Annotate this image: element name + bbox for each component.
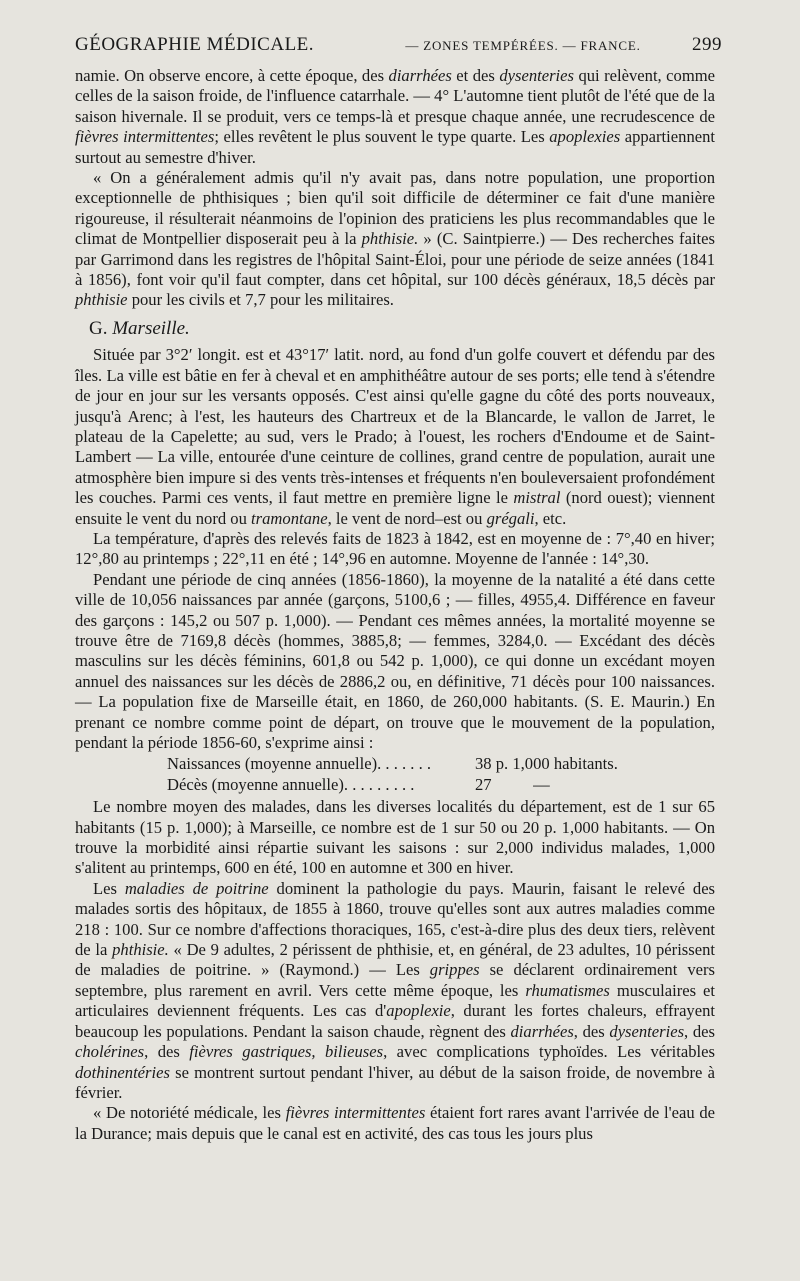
paragraph-seasons: namie. On observe encore, à cette époque, des diarrhées et des dysenteries qui relèvent, comme celles de la saison froide, de l'influence catarrhale. — 4° L'automne tient plutôt de l'été que de la saison hivernale. Il se produit, vers ce temps-là et presque chaque année, une recrudescence de fièvres intermittentes; elles revêtent le plus souvent le type quarte. Les apoplexies appartiennent surtout au semestre d'hiver. [75,66,716,167]
page-number: 299 [692,34,722,55]
page-body [75,66,715,1144]
paragraph-phthisis-montpellier: « On a généralement admis qu'il n'y avait pas, dans notre population, une proportion exceptionnelle de phthisiques ; bien qu'il soit difficile de déterminer ce fait d'une manière rigoureuse, il résulterait néanmoins de l'opinion des praticiens les plus recommandables que le climat de Montpellier disposerait peu à la phthisie. » (C. Saintpierre.) — Des recherches faites par Garrimond dans les registres de l'hôpital Saint-Éloi, pour une période de seize années (1841 à 1856), font voir qu'il faut compter, dans cet hôpital, sur 100 décès généraux, 18,5 décès par phthisie pour les civils et 7,7 pour les militaires. [75,168,715,310]
paragraph-morbidity: Le nombre moyen des malades, dans les diverses localités du département, est de 1 sur 65 habitants (15 p. 1,000); à Marseille, ce nombre est de 1 sur 50 ou 20 p. 1,000 habitants. — On trouve la morbidité ainsi répartie suivant les saisons : sur 2,000 individus malades, 1,000 s'alitent au printemps, 600 en été, 100 en automne et 300 en hiver. [75,797,715,878]
stats-row-births: Naissances (moyenne annuelle). . . . . . . 38 p. 1,000 habitants. [167,754,618,774]
paragraph-natality: Pendant une période de cinq années (1856-1860), la moyenne de la natalité a été dans cette ville de 10,056 naissances par année (garçons, 5100,6 ; — filles, 4955,4. Différence en faveur des garçons : 145,2 ou 507 p. 1,000). — Pendant ces mêmes années, la mortalité moyenne se trouve être de 7169,8 décès (hommes, 3885,8; — femmes, 3284,0. — Excédant des décès masculins sur les décès féminins, 601,8 ou 542 p. 1,000), ce qui donne un excédant moyen annuel des naissances sur les décès de 2886,2 ou, en définitive, 71 décès pour 100 naissances. — La population fixe de Marseille était, en 1860, de 260,000 habitants. (S. E. Maurin.) En prenant ce nombre comme point de départ, on trouve que le mouvement de la population, pendant la période 1856-60, s'exprime ainsi : [75,569,715,752]
stats-row-deaths: Décès (moyenne annuelle). . . . . . . . . 27 — [167,774,550,794]
running-header [75,34,722,58]
running-title: GÉOGRAPHIE MÉDICALE. [75,34,315,55]
paragraph-pathology: Les maladies de poitrine dominent la pathologie du pays. Maurin, faisant le relevé des malades sortis des hôpitaux, de 1855 à 1860, trouve qu'elles sont aux autres maladies comme 218 : 100. Sur ce nombre d'affections thoraciques, 165, c'est-à-dire plus des deux tiers, relèvent de la phthisie. « De 9 adultes, 2 périssent de phthisie, et, en général, de 23 adultes, 10 périssent de maladies de poitrine. » (Raymond.) — Les grippes se déclarent ordinairement vers septembre, plus rarement en avril. Vers cette même époque, les rhumatismes musculaires et articulaires deviennent fréquents. Les cas d'apoplexie, durant les fortes chaleurs, effrayent beaucoup les populations. Pendant la saison chaude, règnent des diarrhées, des dysenteries, des cholérines, des fièvres gastriques, bilieuses, avec complications typhoïdes. Les véritables dothinentéries se montrent surtout pendant l'hiver, au début de la saison froide, de novembre à février. [75,878,716,1102]
running-section: — ZONES TEMPÉRÉES. — FRANCE. [405,38,641,53]
section-heading: G. Marseille. [89,317,190,339]
paragraph-temperature: La température, d'après des relevés faits de 1823 à 1842, est en moyenne de : 7°,40 en hiver; 12°,80 au printemps ; 22°,11 en été ; 14°,96 en automne. Moyenne de l'année : 14°,30. [75,528,715,569]
population-stats [167,754,715,795]
paragraph-intermittent-fevers: « De notoriété médicale, les fièvres intermittentes étaient fort rares avant l'arrivée de l'eau de la Durance; mais depuis que le canal est en activité, des cas tous les jours plus [75,1103,715,1143]
paragraph-geography: Située par 3°2′ longit. est et 43°17′ latit. nord, au fond d'un golfe couvert et défendu par des îles. La ville est bâtie en fer à cheval et en amphithéâtre autour de ses ports; elle tend à s'étendre de jour en jour sur les versants opposés. C'est ainsi qu'elle gagne du côté des ports nouveaux, jusqu'à Arenc; à l'est, les hauteurs des Chartreux et de la Blancarde, le vallon de Jarret, le plateau de la Capelette; au sud, vers le Prado; à l'ouest, les rochers d'Endoume et de Saint-Lambert — La ville, entourée d'une ceinture de collines, grand centre de population, aurait une atmosphère bien impure si des vents très-intenses et fréquents n'en bouleversaient profondément les couches. Parmi ces vents, il faut mettre en première ligne le mistral (nord ouest); viennent ensuite le vent du nord ou tramontane, le vent de nord–est ou grégali, etc. [75,345,715,528]
